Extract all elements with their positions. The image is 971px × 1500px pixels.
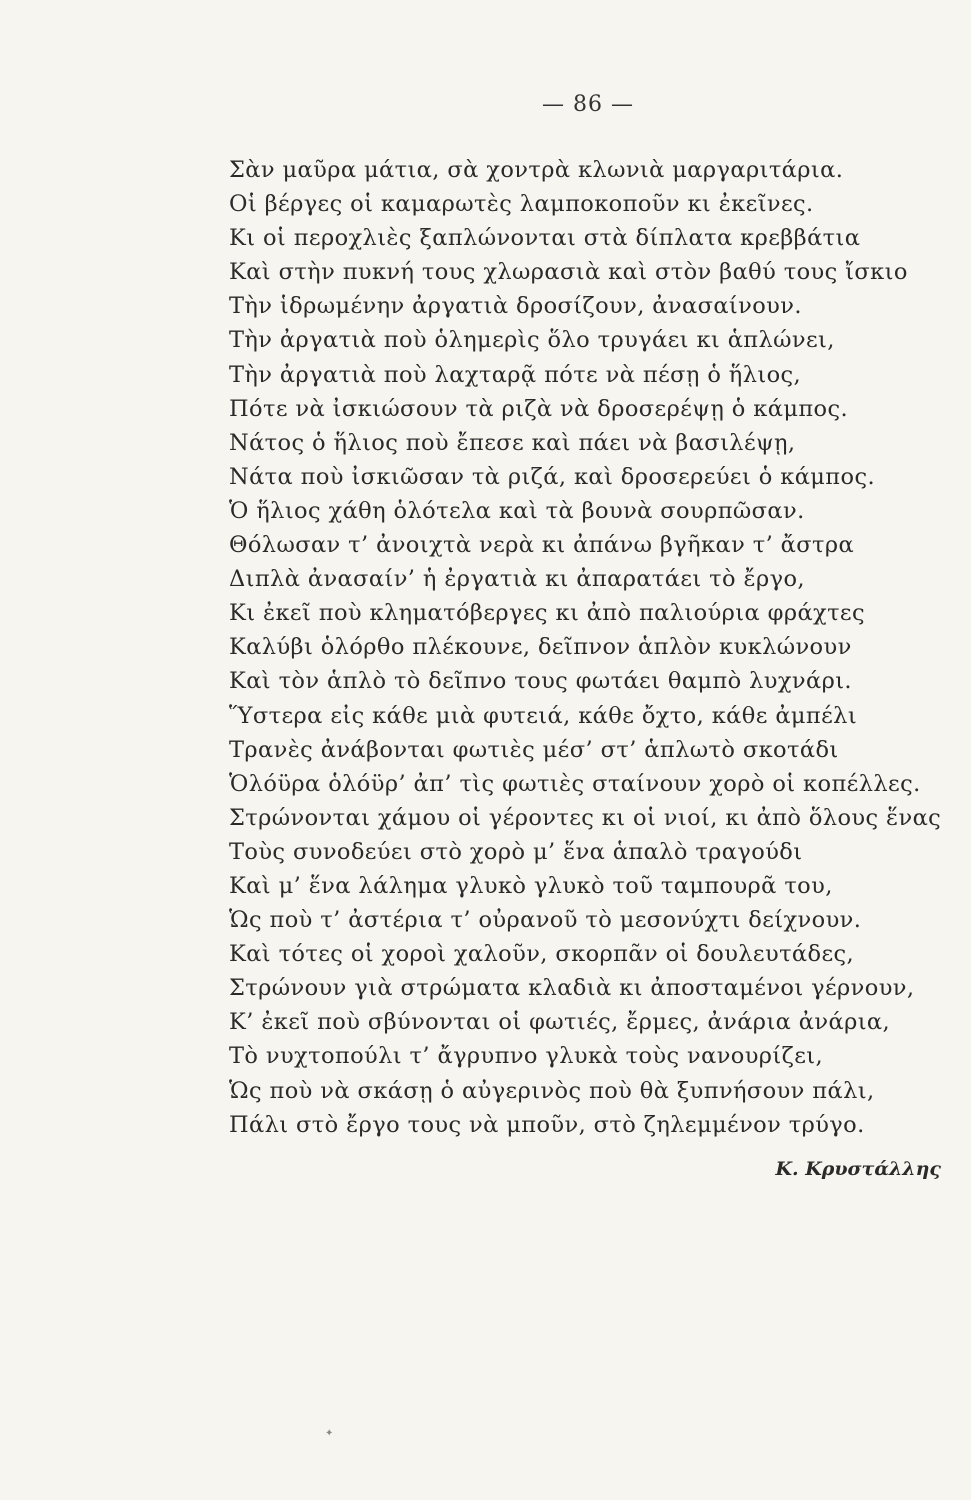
poem-line: Διπλὰ ἀνασαίν’ ἡ ἐργατιὰ κι ἀπαρατάει τὸ ἔργο, <box>229 566 805 593</box>
poem-line: Πάλι στὸ ἔργο τους νὰ μποῦν, στὸ ζηλεμμένον τρύγο. <box>229 1111 865 1138</box>
poem-line: Κι οἱ περοχλιὲς ξαπλώνονται στὰ δίπλατα κρεββάτια <box>229 225 861 252</box>
poem-line: Τὴν ἱδρωμένην ἀργατιὰ δροσίζουν, ἀνασαίνουν. <box>229 293 802 320</box>
poem-line: Θόλωσαν τ’ ἀνοιχτὰ νερὰ κι ἀπάνω βγῆκαν τ’ ἄστρα <box>229 532 855 559</box>
author-signature: Κ. Κρυστάλλης <box>775 1158 941 1180</box>
poem-line: Καὶ τὸν ἁπλὸ τὸ δεῖπνο τους φωτάει θαμπὸ λυχνάρι. <box>229 668 852 695</box>
poem-line: Καὶ στὴν πυκνή τους χλωρασιὰ καὶ στὸν βαθύ τους ἴσκιο <box>229 259 908 286</box>
poem-line: Πότε νὰ ἰσκιώσουν τὰ ριζὰ νὰ δροσερέψῃ ὁ κάμπος. <box>229 395 849 422</box>
poem-body <box>229 153 959 1142</box>
poem-line: Ὁ ἥλιος χάθη ὁλότελα καὶ τὰ βουνὰ σουρπῶσαν. <box>229 497 805 524</box>
poem-line: Καὶ μ’ ἕνα λάλημα γλυκὸ γλυκὸ τοῦ ταμπουρᾶ του, <box>229 872 833 899</box>
poem-line: Κι ἐκεῖ ποὺ κληματόβεργες κι ἀπὸ παλιούρια φράχτες <box>229 600 865 627</box>
poem-line: Νάτα ποὺ ἰσκιῶσαν τὰ ριζά, καὶ δροσερεύει ὁ κάμπος. <box>229 463 875 490</box>
poem-line: Οἱ βέργες οἱ καμαρωτὲς λαμποκοποῦν κι ἐκεῖνες. <box>229 191 814 218</box>
poem-line: Καὶ τότες οἱ χοροὶ χαλοῦν, σκορπᾶν οἱ δουλευτάδες, <box>229 941 855 968</box>
poem-line: Τοὺς συνοδεύει στὸ χορὸ μ’ ἕνα ἁπαλὸ τραγούδι <box>229 838 803 865</box>
poem-line: Ὡς ποὺ νὰ σκάσῃ ὁ αὐγερινὸς ποὺ θὰ ξυπνήσουν πάλι, <box>229 1077 875 1104</box>
print-ornament-icon: ✦ <box>325 1428 334 1439</box>
poem-line: Τὸ νυχτοπούλι τ’ ἄγρυπνο γλυκὰ τοὺς νανουρίζει, <box>229 1043 824 1070</box>
poem-line: Νάτος ὁ ἥλιος ποὺ ἔπεσε καὶ πάει νὰ βασιλέψῃ, <box>229 429 796 456</box>
poem-line: Ὁλόϋρα ὁλόϋρ’ ἀπ’ τὶς φωτιὲς σταίνουν χορὸ οἱ κοπέλλες. <box>229 770 921 797</box>
poem-line: Τὴν ἀργατιὰ ποὺ λαχταρᾷ πότε νὰ πέσῃ ὁ ἥλιος, <box>229 361 802 388</box>
poem-line: Σὰν μαῦρα μάτια, σὰ χοντρὰ κλωνιὰ μαργαριτάρια. <box>229 157 844 183</box>
poem-line: Στρώνονται χάμου οἱ γέροντες κι οἱ νιοί, κι ἀπὸ ὅλους ἕνας <box>229 804 942 831</box>
poem-line: Ὡς ποὺ τ’ ἀστέρια τ’ οὐρανοῦ τὸ μεσονύχτι δείχνουν. <box>229 907 862 934</box>
poem-line: Τὴν ἀργατιὰ ποὺ ὁλημερὶς ὅλο τρυγάει κι ἁπλώνει, <box>229 327 835 354</box>
poem-line: Κ’ ἐκεῖ ποὺ σβύνονται οἱ φωτιές, ἔρμες, ἀνάρια ἀνάρια, <box>229 1009 891 1036</box>
poem-line: Καλύβι ὁλόρθο πλέκουνε, δεῖπνον ἁπλὸν κυκλώνουν <box>229 634 852 661</box>
poem-line: Στρώνουν γιὰ στρώματα κλαδιὰ κι ἀποσταμένοι γέρνουν, <box>229 975 915 1002</box>
poem-line: Τρανὲς ἀνάβονται φωτιὲς μέσ’ στ’ ἁπλωτὸ σκοτάδι <box>229 736 839 763</box>
page-number: — 86 — <box>542 92 634 117</box>
poem-line: Ὕστερα εἰς κάθε μιὰ φυτειά, κάθε ὄχτο, κάθε ἀμπέλι <box>229 702 858 729</box>
